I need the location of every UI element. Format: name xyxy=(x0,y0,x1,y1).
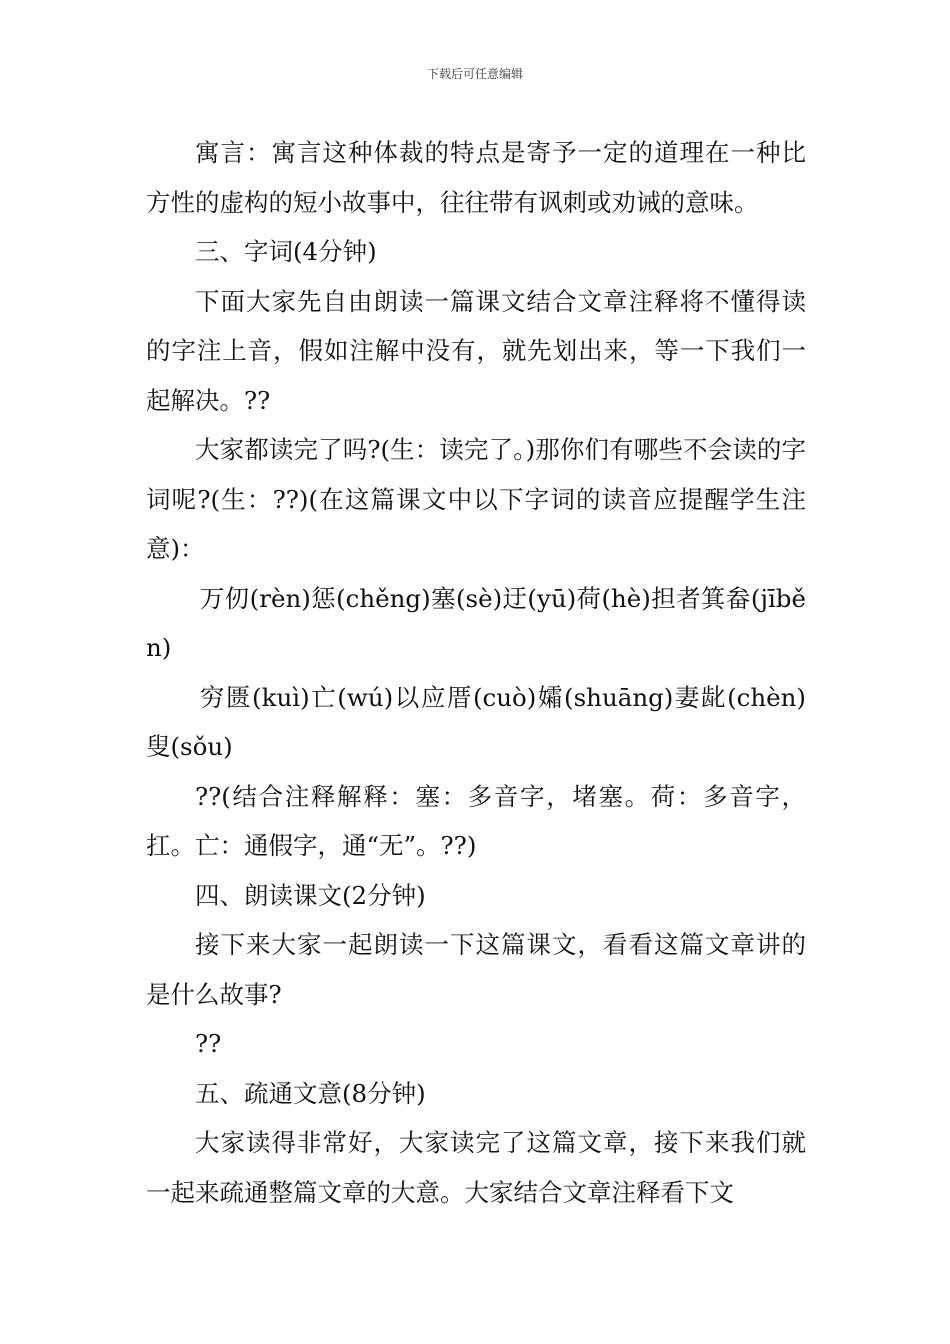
paragraph-reading-together: 接下来大家一起朗读一下这篇课文，看看这篇文章讲的是什么故事? xyxy=(146,930,806,1009)
paragraph-fable-definition: 寓言：寓言这种体裁的特点是寄予一定的道理在一种比方性的虚构的短小故事中，往往带有讽刺或劝诫的意味。 xyxy=(146,138,806,217)
paragraph-annotation-notes: ??(结合注释解释：塞：多音字，堵塞。荷：多音字，扛。亡：通假字，通“无”。??) xyxy=(146,781,806,860)
section-heading-vocabulary: 三、字词(4分钟) xyxy=(195,237,377,266)
paragraph-reading-instruction: 下面大家先自由朗读一篇课文结合文章注释将不懂得读的字注上音，假如注解中没有，就先划出来，等一下我们一起解决。?? xyxy=(146,286,806,415)
paragraph-meaning-instruction: 大家读得非常好，大家读完了这篇文章，接下来我们就一起来疏通整篇文章的大意。大家结合文章注释看下文 xyxy=(146,1128,806,1207)
paragraph-pronunciation-list-2: 穷匮(kuì)亡(wú)以应厝(cuò)孀(shuāng)妻龀(chèn)叟(sǒu) xyxy=(146,682,806,761)
document-body xyxy=(146,128,806,1217)
paragraph-reading-question: 大家都读完了吗?(生：读完了。)那你们有哪些不会读的字词呢?(生：??)(在这篇课文中以下字词的读音应提醒学生注意)： xyxy=(146,435,806,563)
section-heading-reading: 四、朗读课文(2分钟) xyxy=(195,880,426,910)
paragraph-pronunciation-list-1: 万仞(rèn)惩(chěng)塞(sè)迂(yū)荷(hè)担者箕畚(jīběn) xyxy=(146,583,806,662)
page-header: 下载后可任意编辑 xyxy=(426,67,523,81)
paragraph-ellipsis: ?? xyxy=(195,1029,222,1058)
section-heading-meaning: 五、疏通文意(8分钟) xyxy=(195,1078,426,1108)
